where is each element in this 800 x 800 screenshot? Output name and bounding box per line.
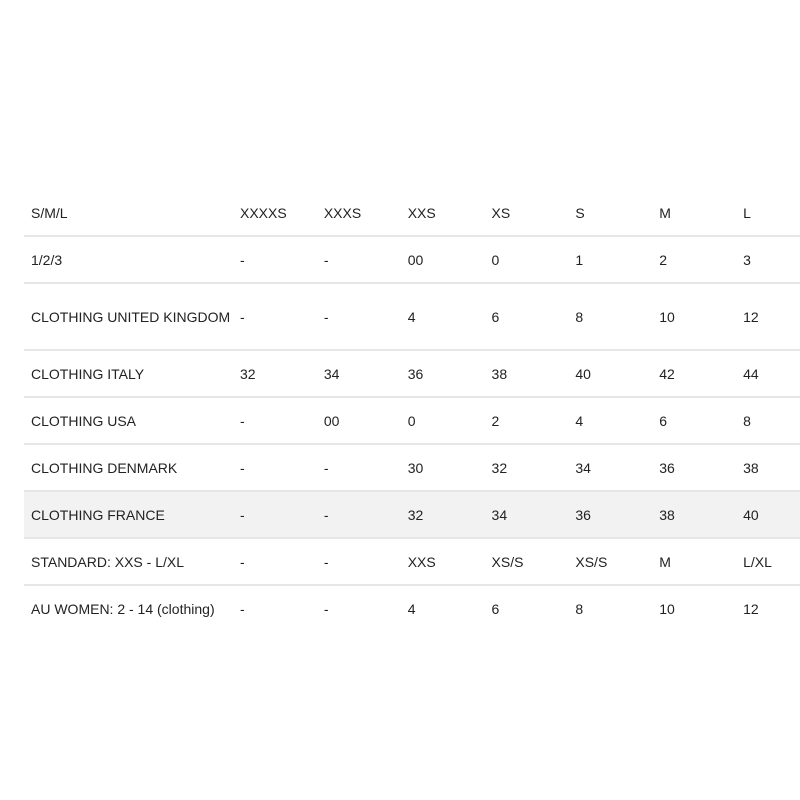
table-cell: 6 <box>491 600 500 617</box>
row-label: AU WOMEN: 2 - 14 (clothing) <box>31 600 215 617</box>
row-label: CLOTHING ITALY <box>24 350 233 397</box>
table-cell: 36 <box>401 350 485 397</box>
header-cell-m: M <box>652 190 736 236</box>
table-cell: 10 <box>659 600 675 617</box>
row-label: 1/2/3 <box>24 236 233 283</box>
table-row <box>24 585 800 631</box>
table-row <box>24 444 800 491</box>
table-cell: 42 <box>652 350 736 397</box>
table-cell: - <box>233 236 317 283</box>
table-cell: 40 <box>736 491 800 538</box>
table-cell: 4 <box>568 397 652 444</box>
header-cell-size-system: S/M/L <box>24 190 233 236</box>
table-cell: 38 <box>485 350 569 397</box>
table-cell: - <box>323 600 329 617</box>
size-table <box>24 190 800 631</box>
header-cell-s: S <box>568 190 652 236</box>
table-cell: - <box>317 236 401 283</box>
table-cell: 0 <box>485 236 569 283</box>
table-cell: L/XL <box>736 538 800 585</box>
table-cell: 00 <box>401 236 485 283</box>
size-chart <box>24 190 800 631</box>
table-row <box>24 283 800 350</box>
table-cell: - <box>233 444 317 491</box>
row-label: CLOTHING DENMARK <box>24 444 233 491</box>
table-cell: 6 <box>652 397 736 444</box>
table-cell: 8 <box>575 600 584 617</box>
header-cell-xxxxs: XXXXS <box>233 190 317 236</box>
header-cell-l: L <box>736 190 800 236</box>
header-cell-xxxs: XXXS <box>317 190 401 236</box>
table-cell: - <box>233 283 317 350</box>
table-cell: 12 <box>736 283 800 350</box>
table-row <box>24 538 800 585</box>
table-cell: M <box>652 538 736 585</box>
table-cell: - <box>233 538 317 585</box>
table-cell: 1 <box>568 236 652 283</box>
table-cell: - <box>317 491 401 538</box>
table-cell: - <box>317 538 401 585</box>
table-cell: 40 <box>568 350 652 397</box>
table-cell: 4 <box>401 283 485 350</box>
table-row-highlighted <box>24 491 800 538</box>
table-cell: 8 <box>736 397 800 444</box>
table-cell: 8 <box>568 283 652 350</box>
table-cell: 38 <box>736 444 800 491</box>
table-cell: 34 <box>485 491 569 538</box>
table-row <box>24 397 800 444</box>
table-cell: 10 <box>652 283 736 350</box>
table-cell: - <box>233 397 317 444</box>
table-cell: 36 <box>568 491 652 538</box>
table-cell: XS/S <box>485 538 569 585</box>
header-cell-xxs: XXS <box>401 190 485 236</box>
table-cell: 34 <box>568 444 652 491</box>
table-cell: 34 <box>317 350 401 397</box>
table-cell: 2 <box>652 236 736 283</box>
table-cell: 12 <box>743 600 759 617</box>
row-label: STANDARD: XXS - L/XL <box>24 538 233 585</box>
table-cell: - <box>240 600 245 617</box>
table-cell: 32 <box>233 350 317 397</box>
row-label: CLOTHING FRANCE <box>24 491 233 538</box>
table-cell: 36 <box>652 444 736 491</box>
table-cell: 32 <box>485 444 569 491</box>
table-cell: 44 <box>736 350 800 397</box>
table-cell: 4 <box>407 600 416 617</box>
table-cell: - <box>317 444 401 491</box>
table-cell: 00 <box>317 397 401 444</box>
table-row <box>24 350 800 397</box>
header-cell-xs: XS <box>485 190 569 236</box>
table-cell: XXS <box>401 538 485 585</box>
row-label: CLOTHING UNITED KINGDOM <box>24 283 233 350</box>
row-label: CLOTHING USA <box>24 397 233 444</box>
table-cell: 2 <box>485 397 569 444</box>
table-cell: 30 <box>401 444 485 491</box>
table-cell: 32 <box>401 491 485 538</box>
table-cell: - <box>317 283 401 350</box>
table-cell: XS/S <box>568 538 652 585</box>
table-cell: - <box>233 491 317 538</box>
header-row <box>24 190 800 236</box>
table-cell: 3 <box>736 236 800 283</box>
table-cell: 6 <box>485 283 569 350</box>
table-row <box>24 236 800 283</box>
table-cell: 38 <box>652 491 736 538</box>
table-cell: 0 <box>401 397 485 444</box>
